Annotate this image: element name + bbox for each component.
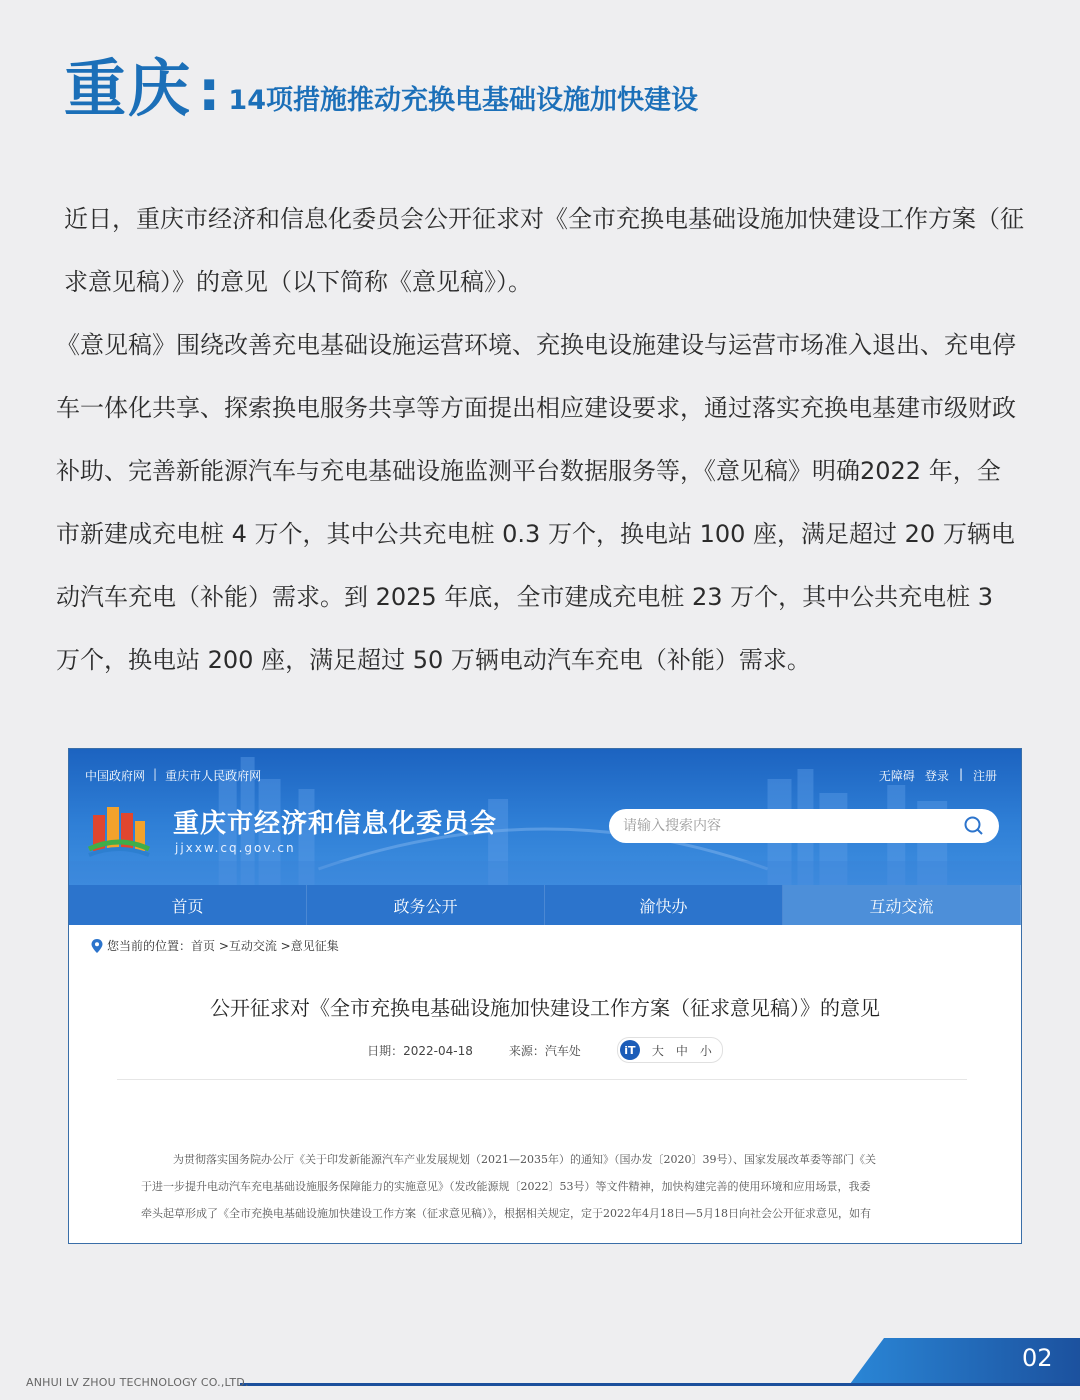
nav-home[interactable]: 首页 <box>69 885 307 925</box>
breadcrumb-text[interactable]: 您当前的位置：首页 >互动交流 >意见征集 <box>107 939 339 953</box>
article-excerpt <box>141 1146 949 1227</box>
nav-yukuaiban[interactable]: 渝快办 <box>545 885 783 925</box>
site-url: jjxxw.cq.gov.cn <box>175 841 296 855</box>
footer-rule <box>240 1383 1080 1386</box>
title-subtitle: 14项措施推动充换电基础设施加快建设 <box>228 85 698 116</box>
page-number: 02 <box>1022 1344 1053 1372</box>
top-right-links <box>879 767 997 784</box>
nav-gov-affairs[interactable]: 政务公开 <box>307 885 545 925</box>
footer-company: ANHUI LV ZHOU TECHNOLOGY CO.,LTD. <box>26 1376 249 1389</box>
font-size-icon: iT <box>620 1040 640 1060</box>
excerpt-line: 于进一步提升电动汽车充电基础设施服务保障能力的实施意见》（发改能源规〔2022〕53号）等文件精神，加快构建完善的使用环境和应用场景，我委 <box>141 1180 871 1193</box>
article-body <box>56 188 1024 692</box>
breadcrumb <box>69 925 1021 954</box>
site-banner <box>69 749 1021 885</box>
excerpt-line: 牵头起草形成了《全市充换电基础设施加快建设工作方案（征求意见稿）》，根据相关规定，定于2022年4月18日—5月18日向社会公开征求意见，如有 <box>141 1207 871 1220</box>
main-nav <box>69 885 1021 925</box>
article-meta <box>69 1037 1021 1063</box>
search-bar <box>609 809 999 843</box>
paragraph-intro: 近日，重庆市经济和信息化委员会公开征求对《全市充换电基础设施加快建设工作方案（征求意见稿）》的意见（以下简称《意见稿》）。 <box>64 205 1024 296</box>
website-screenshot <box>68 748 1022 1244</box>
paragraph-details: 《意见稿》围绕改善充电基础设施运营环境、充换电设施建设与运营市场准入退出、充电停车一体化共享、探索换电服务共享等方面提出相应建设要求，通过落实充换电基建市级财政补助、完善新能源汽车与充电基础设施监测平台数据服务等，《意见稿》明确2022 年，全市新建成充电桩 4 万个，其中公共充电桩 0.3 万个，换电站 100 座，满足超过 20 万辆电动汽车充电（补能）需求。到 2025 年底，全市建成充电桩 23 万个，其中公共充电桩 3 万个，换电站 200 座，满足超过 50 万辆电动汽车充电（补能）需求。 <box>56 331 1016 674</box>
accessibility-link[interactable]: 无障碍 <box>878 769 915 783</box>
site-logo-icon <box>87 797 151 859</box>
location-pin-icon <box>91 939 103 953</box>
login-link[interactable]: 登录 <box>924 769 949 783</box>
link-separator: | <box>153 767 158 781</box>
link-separator: | <box>958 767 963 781</box>
title-city: 重庆 <box>64 52 193 125</box>
divider <box>117 1079 967 1080</box>
search-icon[interactable] <box>963 815 985 837</box>
title-colon: : <box>198 59 221 124</box>
top-links <box>85 767 261 784</box>
font-size-large[interactable]: 大 <box>651 1043 664 1058</box>
font-size-selector <box>617 1037 723 1063</box>
page-title <box>64 52 698 125</box>
link-china-gov[interactable]: 中国政府网 <box>85 769 146 783</box>
nav-interaction[interactable]: 互动交流 <box>783 885 1021 925</box>
link-cq-gov[interactable]: 重庆市人民政府网 <box>165 769 262 783</box>
article-title: 公开征求对《全市充换电基础设施加快建设工作方案（征求意见稿）》的意见 <box>210 996 880 1020</box>
excerpt-line: 为贯彻落实国务院办公厅《关于印发新能源汽车产业发展规划（2021—2035年）的通知》（国办发〔2020〕39号）、国家发展改革委等部门《关 <box>173 1153 876 1166</box>
article-source: 来源：汽车处 <box>508 1043 581 1058</box>
search-input[interactable] <box>623 818 963 834</box>
article-date: 日期：2022-04-18 <box>367 1043 473 1058</box>
site-name[interactable]: 重庆市经济和信息化委员会 <box>173 809 498 839</box>
register-link[interactable]: 注册 <box>972 769 997 783</box>
font-size-small[interactable]: 小 <box>699 1043 712 1058</box>
font-size-medium[interactable]: 中 <box>675 1043 688 1058</box>
